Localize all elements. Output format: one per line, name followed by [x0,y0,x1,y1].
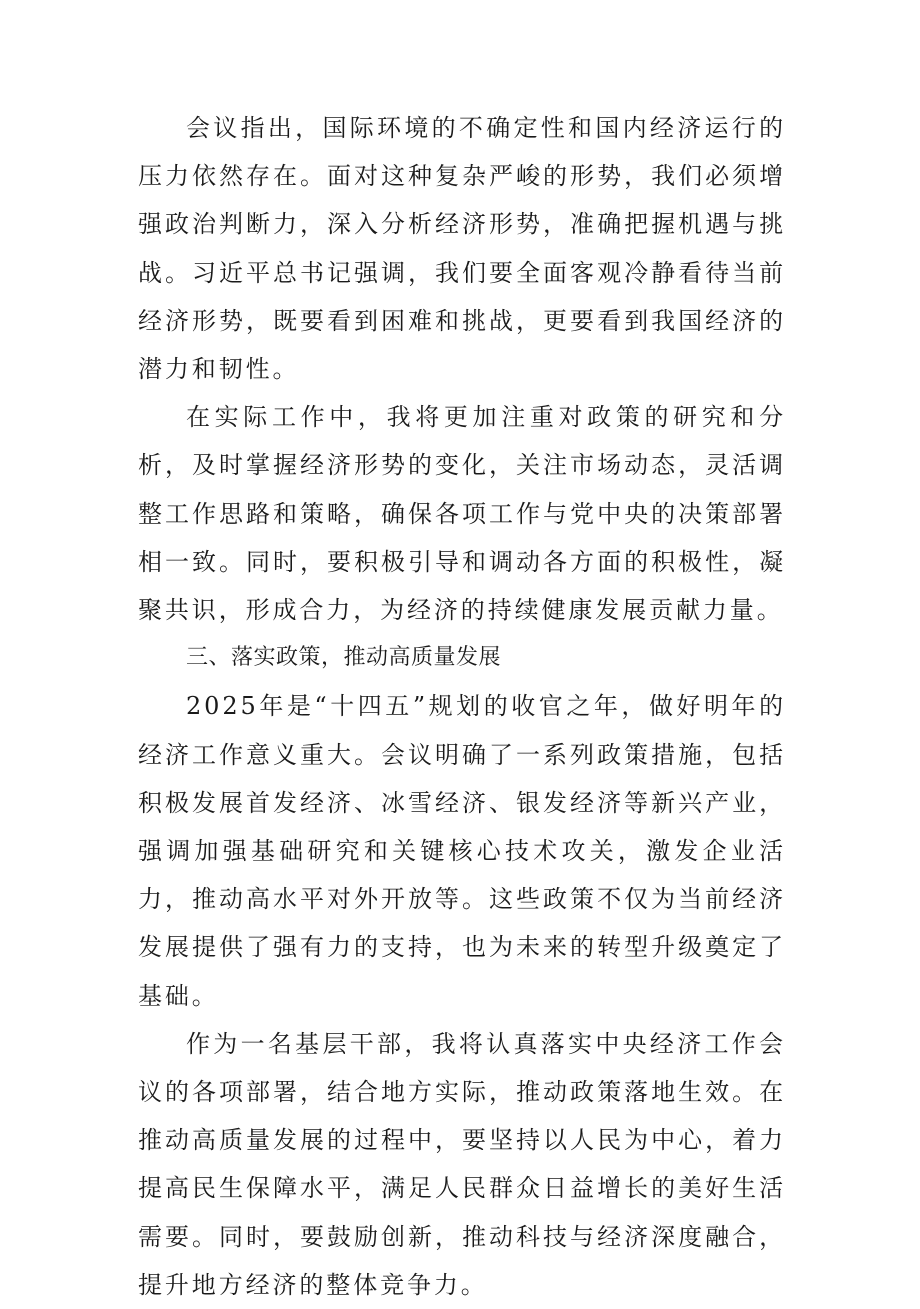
paragraph-grassroots-cadre: 作为一名基层干部，我将认真落实中央经济工作会议的各项部署，结合地方实际，推动政策落地生效。在推动高质量发展的过程中，要坚持以人民为中心，着力提高民生保障水平，满足人民群众日益增长的美好生活需要。同时，要鼓励创新，推动科技与经济深度融合，提升地方经济的整体竞争力。 [138,1029,786,1299]
section-heading: 三、落实政策，推动高质量发展 [186,645,502,671]
paragraph-policy-2025: 2025年是“十四五”规划的收官之年，做好明年的经济工作意义重大。会议明确了一系列政策措施，包括积极发展首发经济、冰雪经济、银发经济等新兴产业，强调加强基础研究和关键核心技术攻关，激发企业活力，推动高水平对外开放等。这些政策不仅为当前经济发展提供了强有力的支持，也为未来的转型升级奠定了基础。 [138,692,786,1010]
paragraph-meeting-points: 会议指出，国际环境的不确定性和国内经济运行的压力依然存在。面对这种复杂严峻的形势，我们必须增强政治判断力，深入分析经济形势，准确把握机遇与挑战。习近平总书记强调，我们要全面客观冷静看待当前经济形势，既要看到困难和挑战，更要看到我国经济的潜力和韧性。 [138,114,786,384]
document-body [138,104,786,1309]
paragraph-practical-work: 在实际工作中，我将更加注重对政策的研究和分析，及时掌握经济形势的变化，关注市场动态，灵活调整工作思路和策略，确保各项工作与党中央的决策部署相一致。同时，要积极引导和调动各方面的积极性，凝聚共识，形成合力，为经济的持续健康发展贡献力量。 [138,403,786,625]
